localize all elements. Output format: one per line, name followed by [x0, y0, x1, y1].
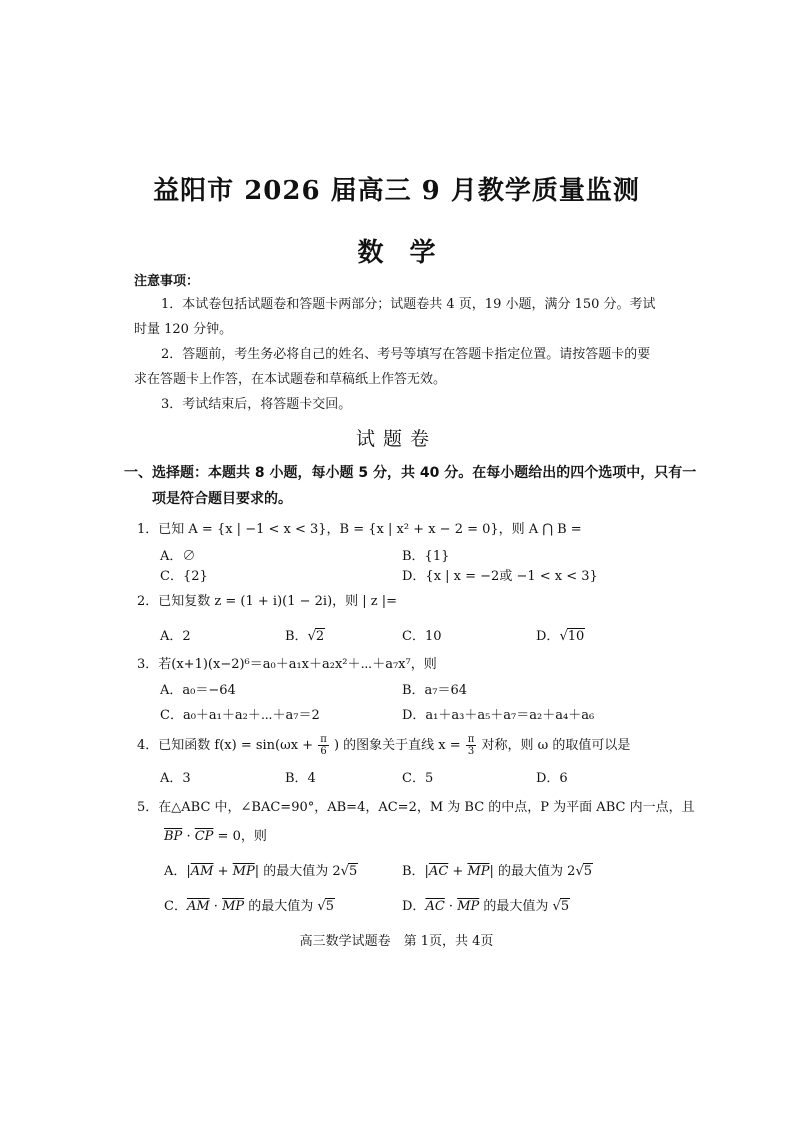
- q4-option-b: B．4: [285, 771, 316, 786]
- exam-title: 益阳市 2026 届高三 9 月教学质量监测: [153, 176, 640, 206]
- q2-option-d-radicand: 10: [567, 629, 585, 644]
- fraction: [466, 734, 477, 757]
- radicand: 5: [560, 899, 570, 914]
- q4-stem-mid: ) 的图象关于直线 x =: [333, 738, 461, 753]
- q3-option-b: B．a₇＝64: [402, 683, 468, 698]
- section1-heading: 一、选择题：本题共 8 小题，每小题 5 分，共 40 分。在每小题给出的四个选项中，只有一: [124, 465, 697, 481]
- dot-operator: ·: [209, 899, 223, 914]
- q2-option-d: [536, 625, 585, 644]
- vector-ac: $\overline{AC}$: [425, 899, 445, 914]
- q4-option-a: A．3: [160, 771, 191, 786]
- question-4-stem: [137, 734, 630, 757]
- notice-item: 2．答题前，考生务必将自己的姓名、考号等填写在答题卡指定位置。请按答题卡的要: [161, 347, 651, 362]
- section1-heading-cont: 项是符合题目要求的。: [152, 491, 292, 507]
- notice-item: 1．本试卷包括试题卷和答题卡两部分；试题卷共 4 页，19 小题，满分 150 分。考试: [161, 297, 656, 312]
- option-label: D．: [402, 899, 426, 914]
- notice-heading: 注意事项：: [134, 274, 200, 289]
- q2-option-b-label: B．: [285, 629, 308, 644]
- radicand: 5: [583, 864, 593, 879]
- q3-option-c: C．a₀＋a₁＋a₂＋⋯＋a₇＝2: [160, 708, 320, 723]
- fraction-numerator: π: [467, 734, 475, 745]
- sqrt-symbol: √: [552, 899, 561, 914]
- fraction-denominator: 3: [467, 746, 475, 757]
- sqrt-symbol: √: [559, 629, 568, 644]
- q5-option-c: [164, 895, 335, 914]
- sqrt-symbol: √: [317, 899, 326, 914]
- vector-mp: $\overline{MP}$: [467, 864, 490, 879]
- question-2-stem: 2．已知复数 z = (1 + i)(1 − 2i)，则 | z |=: [137, 594, 398, 609]
- fraction: [318, 734, 329, 757]
- condition-tail: = 0，则: [213, 829, 267, 844]
- q2-option-b: [285, 625, 325, 644]
- q1-option-d: D．{x | x = −2或 −1 < x < 3}: [402, 569, 598, 584]
- vector-cp: $\overline{CP}$: [194, 829, 214, 844]
- sqrt-symbol: √: [575, 864, 584, 879]
- q1-option-b: B．{1}: [402, 549, 450, 564]
- option-label: A．|: [164, 864, 191, 879]
- option-label: B．|: [402, 864, 429, 879]
- notice-item: 3．考试结束后，将答题卡交回。: [161, 397, 352, 412]
- q4-stem-post: 对称，则 ω 的取值可以是: [481, 738, 631, 753]
- q2-option-c: C．10: [402, 629, 442, 644]
- sqrt-symbol: √: [307, 629, 316, 644]
- option-tail: 的最大值为: [479, 899, 553, 914]
- q4-stem-pre: 4．已知函数 f(x) = sin(ωx +: [137, 738, 314, 753]
- fraction-numerator: π: [320, 734, 327, 745]
- q1-option-c: C．{2}: [160, 569, 208, 584]
- sqrt-symbol: √: [340, 864, 349, 879]
- vector-bp: $\overline{BP}$: [164, 829, 183, 844]
- q1-option-a: A．∅: [160, 549, 196, 564]
- question-1-stem: 1．已知 A = {x | −1 < x < 3}，B = {x | x² + x − 2 = 0}，则 A ⋂ B =: [137, 522, 582, 537]
- q5-option-d: [402, 895, 570, 914]
- q2-option-a: A．2: [160, 629, 191, 644]
- question-5-stem: 5．在△ABC 中，∠BAC=90°，AB=4，AC=2，M 为 BC 的中点，P 为平面 ABC 内一点，且: [137, 800, 695, 815]
- question-3-stem: 3．若(x+1)(x−2)⁶＝a₀＋a₁x＋a₂x²＋⋯＋a₇x⁷，则: [137, 657, 437, 672]
- vector-am: $\overline{AM}$: [190, 864, 214, 879]
- q3-option-d: D．a₁＋a₃＋a₅＋a₇＝a₂＋a₄＋a₆: [402, 708, 595, 723]
- dot-operator: ·: [444, 899, 458, 914]
- subject-title: 数学: [357, 238, 462, 268]
- question-5-condition: [164, 825, 267, 844]
- q5-option-a: [164, 860, 358, 879]
- notice-item: 求在答题卡上作答，在本试题卷和草稿纸上作答无效。: [134, 372, 447, 387]
- vector-am: $\overline{AM}$: [186, 899, 210, 914]
- notice-item: 时量 120 分钟。: [134, 322, 233, 337]
- plus-operator: +: [213, 864, 233, 879]
- vector-mp: $\overline{MP}$: [232, 864, 255, 879]
- option-tail: | 的最大值为 2: [254, 864, 341, 879]
- q2-option-b-radicand: 2: [315, 629, 325, 644]
- q3-option-a: A．a₀＝−64: [160, 683, 236, 698]
- fraction-denominator: 6: [320, 746, 327, 757]
- plus-operator: +: [448, 864, 468, 879]
- q4-option-c: C．5: [402, 771, 434, 786]
- q5-option-b: [402, 860, 593, 879]
- radicand: 5: [325, 899, 334, 914]
- q4-option-d: D．6: [536, 771, 568, 786]
- page-footer: 高三数学试题卷 第 1页，共 4页: [299, 934, 494, 949]
- option-label: C．: [164, 899, 187, 914]
- vector-ac: $\overline{AC}$: [428, 864, 449, 879]
- radicand: 5: [348, 864, 358, 879]
- vector-mp: $\overline{MP}$: [222, 899, 245, 914]
- section-title: 试题卷: [355, 428, 437, 450]
- option-tail: 的最大值为: [244, 899, 318, 914]
- q2-option-d-label: D．: [536, 629, 560, 644]
- option-tail: | 的最大值为 2: [489, 864, 576, 879]
- vector-mp: $\overline{MP}$: [457, 899, 480, 914]
- dot-operator: ·: [182, 829, 195, 844]
